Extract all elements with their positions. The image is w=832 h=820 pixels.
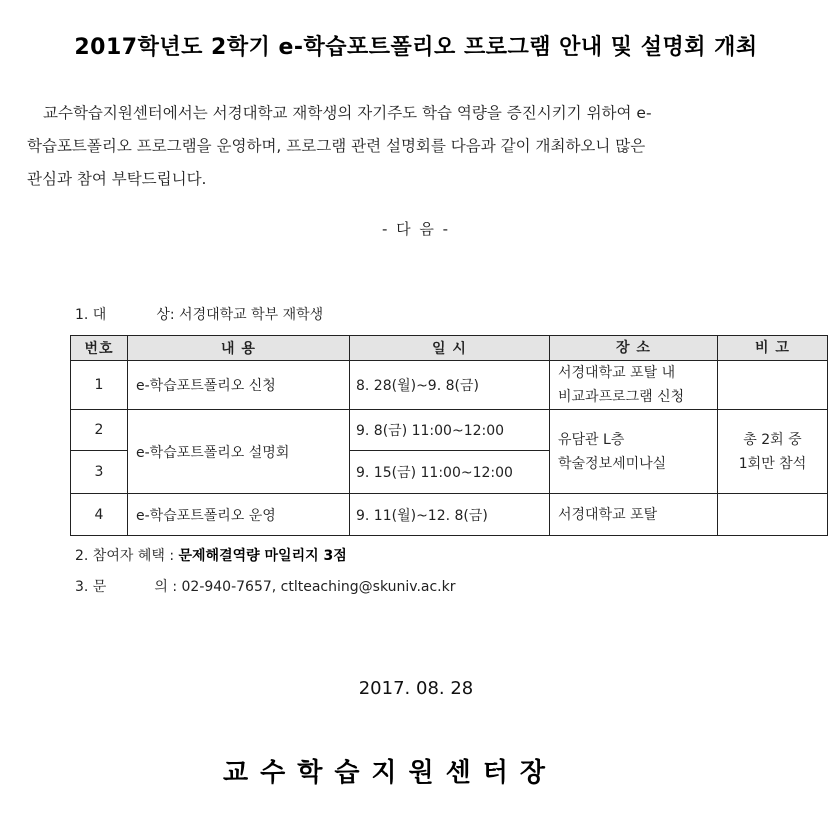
- item-target-audience: [75, 304, 323, 324]
- document-title: 2017학년도 2학기 e-학습포트폴리오 프로그램 안내 및 설명회 개최: [74, 35, 758, 60]
- item1-label-tail: 상:: [156, 307, 175, 323]
- item3-contact: 02-940-7657, ctlteaching@skuniv.ac.kr: [181, 579, 456, 595]
- row-datetime: 9. 8(금) 11:00~12:00: [350, 410, 550, 451]
- item-inquiry: [75, 576, 456, 596]
- item-benefit: [75, 545, 347, 565]
- signature: 교수학습지원센터장: [222, 758, 558, 788]
- intro-line-2: 학습포트폴리오 프로그램을 운영하며, 프로그램 관련 설명회를 다음과 같이 개최하오니 많은: [27, 137, 646, 155]
- header-note: 비 고: [718, 336, 828, 361]
- table-row: [71, 410, 828, 451]
- item2-label: 2. 참여자 혜택 :: [75, 548, 175, 564]
- place-line-1: 유담관 L층: [558, 431, 625, 448]
- row-number: 4: [71, 494, 128, 536]
- row-note: [718, 361, 828, 410]
- item3-label-tail: 의 :: [154, 579, 178, 595]
- header-number: 번호: [71, 336, 128, 361]
- intro-line-3: 관심과 참여 부탁드립니다.: [27, 170, 207, 188]
- item3-label: 3. 문: [75, 579, 107, 595]
- row-place: [550, 410, 718, 494]
- item2-value: 문제해결역량 마일리지 3점: [178, 548, 347, 564]
- row-place: 서경대학교 포탈: [550, 494, 718, 536]
- row-note: [718, 410, 828, 494]
- document-date: 2017. 08. 28: [358, 678, 474, 699]
- row-content: e-학습포트폴리오 신청: [128, 361, 350, 410]
- place-line-2: 학술정보세미나실: [558, 455, 667, 472]
- header-place: 장 소: [550, 336, 718, 361]
- place-line-1: 서경대학교 포탈 내: [558, 365, 676, 381]
- row-datetime: 8. 28(월)~9. 8(금): [350, 361, 550, 410]
- row-datetime: 9. 11(월)~12. 8(금): [350, 494, 550, 536]
- schedule-table: [70, 335, 828, 536]
- row-place: [550, 361, 718, 410]
- header-datetime: 일 시: [350, 336, 550, 361]
- row-number: 1: [71, 361, 128, 410]
- table-header-row: [71, 336, 828, 361]
- item1-label: 1. 대: [75, 307, 107, 323]
- row-content: e-학습포트폴리오 설명회: [128, 410, 350, 494]
- intro-line-1: 교수학습지원센터에서는 서경대학교 재학생의 자기주도 학습 역량을 증진시키기 위하여 e-: [43, 104, 652, 122]
- item1-value: 서경대학교 학부 재학생: [179, 307, 324, 323]
- table-row: [71, 361, 828, 410]
- intro-paragraph: [27, 97, 822, 196]
- row-content: e-학습포트폴리오 운영: [128, 494, 350, 536]
- table-row: [71, 494, 828, 536]
- place-line-2: 비교과프로그램 신청: [558, 389, 685, 405]
- row-number: 2: [71, 410, 128, 451]
- section-separator: - 다 음 -: [381, 220, 451, 238]
- header-content: 내 용: [128, 336, 350, 361]
- note-line-1: 총 2회 중: [743, 431, 802, 448]
- row-datetime: 9. 15(금) 11:00~12:00: [350, 451, 550, 494]
- row-note: [718, 494, 828, 536]
- note-line-2: 1회만 참석: [738, 455, 807, 472]
- row-number: 3: [71, 451, 128, 494]
